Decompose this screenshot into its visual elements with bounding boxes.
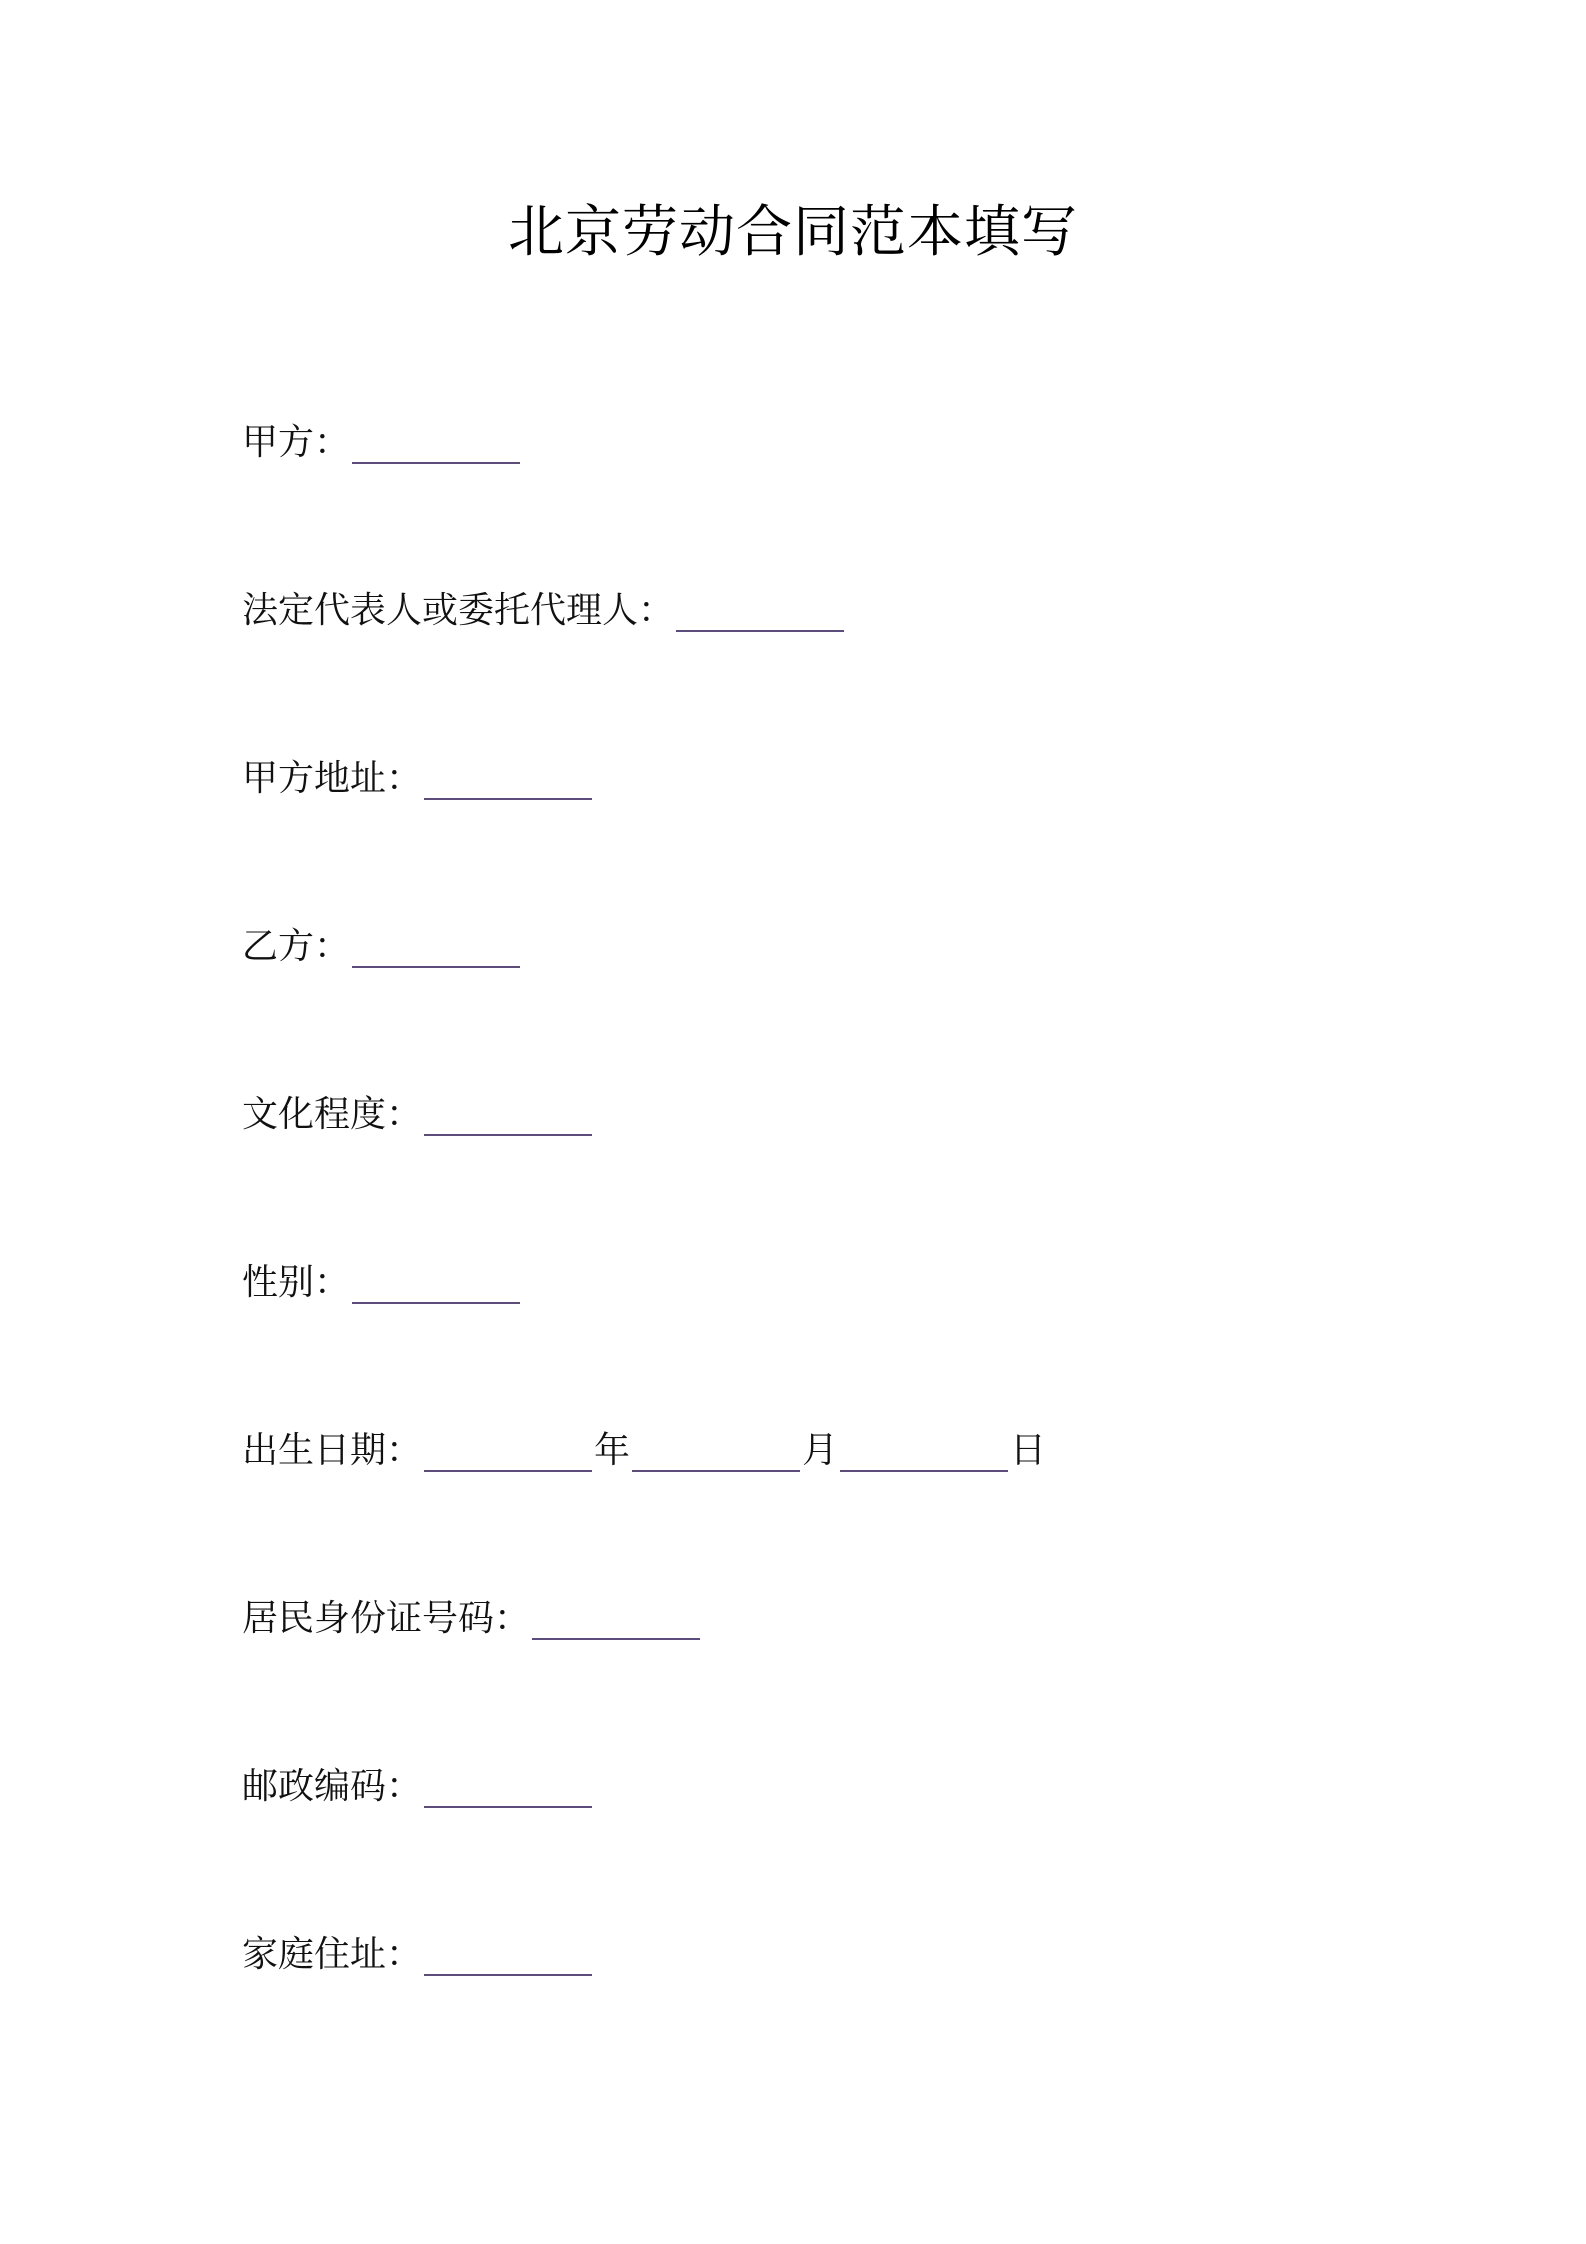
fill-in-blank[interactable]	[352, 426, 520, 464]
field-label: 家庭住址：	[242, 1934, 423, 1975]
field-legal-representative	[242, 586, 846, 636]
field-label: 甲方：	[242, 422, 351, 463]
fill-in-blank[interactable]	[532, 1602, 700, 1640]
fill-in-blank[interactable]	[352, 1266, 520, 1304]
fill-in-blank[interactable]	[424, 1938, 592, 1976]
field-label: 性别：	[242, 1262, 351, 1303]
field-label: 居民身份证号码：	[242, 1598, 531, 1639]
month-blank[interactable]	[632, 1434, 800, 1472]
field-gender	[242, 1258, 522, 1308]
year-blank[interactable]	[424, 1434, 592, 1472]
field-label: 邮政编码：	[242, 1766, 423, 1807]
year-unit: 年	[594, 1430, 631, 1471]
month-unit: 月	[802, 1430, 839, 1471]
fill-in-blank[interactable]	[424, 1770, 592, 1808]
field-postal-code	[242, 1762, 594, 1812]
field-party-b	[242, 922, 522, 972]
field-label: 乙方：	[242, 926, 351, 967]
field-home-address	[242, 1930, 594, 1980]
field-party-a	[242, 418, 522, 468]
field-education-level	[242, 1090, 594, 1140]
field-party-a-address	[242, 754, 594, 804]
field-label: 法定代表人或委托代理人：	[242, 590, 675, 631]
field-label: 甲方地址：	[242, 758, 423, 799]
fill-in-blank[interactable]	[352, 930, 520, 968]
field-label: 出生日期：	[242, 1430, 423, 1471]
fill-in-blank[interactable]	[424, 762, 592, 800]
field-label: 文化程度：	[242, 1094, 423, 1135]
fill-in-blank[interactable]	[676, 594, 844, 632]
field-birth-date	[242, 1426, 1046, 1476]
day-unit: 日	[1010, 1430, 1047, 1471]
fill-in-blank[interactable]	[424, 1098, 592, 1136]
document-title: 北京劳动合同范本填写	[508, 200, 1078, 265]
field-id-number	[242, 1594, 702, 1644]
day-blank[interactable]	[840, 1434, 1008, 1472]
